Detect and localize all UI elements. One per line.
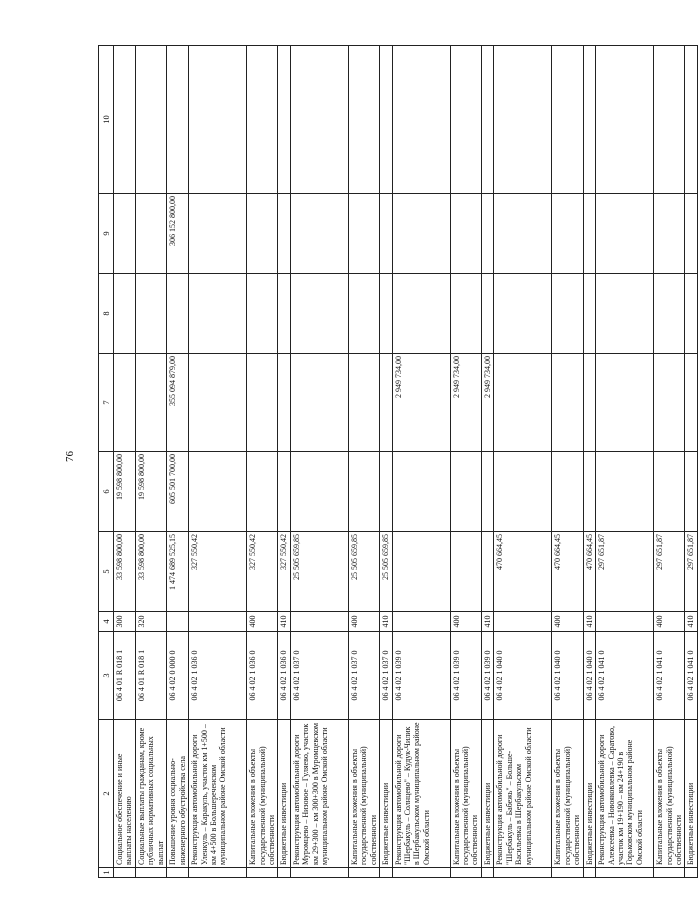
- column-number-row: [99, 46, 114, 878]
- row-amount-col7: 2 949 734,00: [450, 354, 481, 452]
- row-number-cell: [189, 868, 247, 878]
- table-row: [135, 46, 166, 878]
- column-header: 3: [99, 632, 114, 720]
- row-kvr: 410: [380, 612, 392, 632]
- table-row: [654, 46, 685, 878]
- row-code: 06 4 02 1 036 0: [247, 632, 278, 720]
- row-code: 06 4 02 0 000 0: [167, 632, 189, 720]
- table-row: [392, 46, 450, 878]
- page-number: 76: [64, 451, 76, 462]
- row-amount-col9: [552, 194, 583, 274]
- row-amount-col6: 19 598 800,00: [135, 452, 166, 532]
- row-amount-col7: 355 094 879,00: [167, 354, 189, 452]
- row-amount-col9: [380, 194, 392, 274]
- row-number-cell: [290, 868, 348, 878]
- row-amount-col9: [450, 194, 481, 274]
- row-amount-col9: [596, 194, 654, 274]
- row-code: 06 4 02 1 040 0: [494, 632, 552, 720]
- row-kvr: [167, 612, 189, 632]
- column-header: 9: [99, 194, 114, 274]
- row-code: 06 4 02 1 041 0: [654, 632, 685, 720]
- row-amount-col10: [348, 46, 379, 194]
- row-number-cell: [596, 868, 654, 878]
- row-amount-col8: [278, 274, 290, 354]
- row-amount-col8: [552, 274, 583, 354]
- row-amount-col10: [552, 46, 583, 194]
- row-kvr: [494, 612, 552, 632]
- row-amount-col8: [494, 274, 552, 354]
- row-amount-col10: [481, 46, 493, 194]
- row-name: Бюджетные инвестиции: [481, 720, 493, 868]
- row-amount-col5: 297 651,87: [596, 532, 654, 612]
- row-kvr: 410: [481, 612, 493, 632]
- row-number-cell: [135, 868, 166, 878]
- row-name: Бюджетные инвестиции: [380, 720, 392, 868]
- row-amount-col9: [278, 194, 290, 274]
- row-kvr: 320: [135, 612, 166, 632]
- row-amount-col9: [189, 194, 247, 274]
- row-amount-col7: [278, 354, 290, 452]
- row-amount-col10: [167, 46, 189, 194]
- row-amount-col8: [247, 274, 278, 354]
- row-code: 06 4 02 1 040 0: [583, 632, 595, 720]
- row-name: Социальное обеспечение и иные выплаты населению: [114, 720, 136, 868]
- row-amount-col8: [392, 274, 450, 354]
- row-amount-col6: [392, 452, 450, 532]
- row-amount-col6: [278, 452, 290, 532]
- row-amount-col10: [583, 46, 595, 194]
- row-amount-col6: [654, 452, 685, 532]
- row-amount-col6: [685, 452, 697, 532]
- row-amount-col5: [450, 532, 481, 612]
- row-amount-col7: [247, 354, 278, 452]
- rotated-table-block: [64, 46, 696, 878]
- row-kvr: 300: [114, 612, 136, 632]
- row-name: Капитальные вложения в объекты государственной (муниципальной) собственности: [348, 720, 379, 868]
- row-number-cell: [481, 868, 493, 878]
- row-amount-col5: 25 505 659,85: [380, 532, 392, 612]
- table-row: [247, 46, 278, 878]
- table-row: [596, 46, 654, 878]
- row-amount-col6: [552, 452, 583, 532]
- row-amount-col5: 470 664,45: [583, 532, 595, 612]
- row-amount-col9: [348, 194, 379, 274]
- row-kvr: 400: [552, 612, 583, 632]
- row-code: 06 4 02 1 040 0: [552, 632, 583, 720]
- row-amount-col7: [552, 354, 583, 452]
- row-name: Капитальные вложения в объекты государственной (муниципальной) собственности: [654, 720, 685, 868]
- row-amount-col6: [189, 452, 247, 532]
- row-code: 06 4 02 1 037 0: [348, 632, 379, 720]
- row-amount-col9: [481, 194, 493, 274]
- row-code: 06 4 02 1 039 0: [450, 632, 481, 720]
- row-amount-col8: [167, 274, 189, 354]
- row-amount-col7: 2 949 734,00: [392, 354, 450, 452]
- row-amount-col10: [247, 46, 278, 194]
- row-amount-col9: [392, 194, 450, 274]
- row-amount-col7: [494, 354, 552, 452]
- column-header: 5: [99, 532, 114, 612]
- row-amount-col8: [189, 274, 247, 354]
- row-number-cell: [494, 868, 552, 878]
- row-kvr: 400: [247, 612, 278, 632]
- row-amount-col5: [481, 532, 493, 612]
- row-number-cell: [348, 868, 379, 878]
- row-kvr: [189, 612, 247, 632]
- row-amount-col7: [290, 354, 348, 452]
- row-name: Реконструкция автомобильной дороги "Шербакуль – Бабежь" – Больше-Васильевка в Шербакульском муниципальном районе Омской области: [494, 720, 552, 868]
- row-amount-col8: [596, 274, 654, 354]
- row-amount-col5: 297 651,87: [685, 532, 697, 612]
- row-amount-col7: [189, 354, 247, 452]
- row-amount-col5: 327 550,42: [247, 532, 278, 612]
- row-amount-col9: [247, 194, 278, 274]
- row-name: Реконструкция автомобильной дороги "Шербакуль – Солнцево" – Кудук-Чилик в Шербакульском муниципальном районе Омской области: [392, 720, 450, 868]
- row-number-cell: [685, 868, 697, 878]
- row-amount-col9: [583, 194, 595, 274]
- row-code: 06 4 02 1 036 0: [278, 632, 290, 720]
- table-row: [450, 46, 481, 878]
- row-amount-col8: [654, 274, 685, 354]
- row-amount-col5: 1 474 689 525,15: [167, 532, 189, 612]
- row-amount-col7: [583, 354, 595, 452]
- row-amount-col10: [114, 46, 136, 194]
- row-amount-col7: [135, 354, 166, 452]
- row-amount-col8: [290, 274, 348, 354]
- row-amount-col7: [348, 354, 379, 452]
- row-amount-col9: [290, 194, 348, 274]
- row-number-cell: [552, 868, 583, 878]
- row-kvr: 410: [583, 612, 595, 632]
- row-code: 06 4 02 1 041 0: [685, 632, 697, 720]
- row-code: 06 4 02 1 037 0: [290, 632, 348, 720]
- row-amount-col9: [494, 194, 552, 274]
- row-amount-col5: 327 550,42: [278, 532, 290, 612]
- row-amount-col10: [392, 46, 450, 194]
- row-amount-col10: [596, 46, 654, 194]
- table-row: [481, 46, 493, 878]
- table-row: [114, 46, 136, 878]
- row-number-cell: [167, 868, 189, 878]
- row-amount-col5: 470 664,45: [494, 532, 552, 612]
- row-amount-col7: [114, 354, 136, 452]
- row-amount-col10: [494, 46, 552, 194]
- row-amount-col5: [392, 532, 450, 612]
- row-code: 06 4 01 R 018 1: [114, 632, 136, 720]
- table-row: [189, 46, 247, 878]
- row-amount-col9: [114, 194, 136, 274]
- row-name: Социальные выплаты гражданам, кроме публичных нормативных социальных выплат: [135, 720, 166, 868]
- row-amount-col5: 470 664,45: [552, 532, 583, 612]
- budget-table: [98, 45, 698, 878]
- column-header: 2: [99, 720, 114, 868]
- row-number-cell: [654, 868, 685, 878]
- row-amount-col5: 33 598 800,00: [135, 532, 166, 612]
- row-number-cell: [380, 868, 392, 878]
- row-amount-col9: [685, 194, 697, 274]
- row-amount-col5: 33 598 800,00: [114, 532, 136, 612]
- table-row: [685, 46, 697, 878]
- column-header: 1: [99, 868, 114, 878]
- row-code: 06 4 02 1 036 0: [189, 632, 247, 720]
- row-amount-col10: [685, 46, 697, 194]
- row-kvr: 410: [278, 612, 290, 632]
- row-number-cell: [114, 868, 136, 878]
- row-amount-col6: [583, 452, 595, 532]
- row-amount-col6: [494, 452, 552, 532]
- row-amount-col9: 306 152 800,00: [167, 194, 189, 274]
- row-amount-col8: [450, 274, 481, 354]
- row-amount-col5: 25 505 659,85: [290, 532, 348, 612]
- row-name: Бюджетные инвестиции: [685, 720, 697, 868]
- row-amount-col6: [247, 452, 278, 532]
- column-header: 4: [99, 612, 114, 632]
- row-code: 06 4 01 R 018 1: [135, 632, 166, 720]
- row-amount-col8: [380, 274, 392, 354]
- row-number-cell: [583, 868, 595, 878]
- row-code: 06 4 02 1 039 0: [392, 632, 450, 720]
- column-header: 6: [99, 452, 114, 532]
- row-amount-col10: [380, 46, 392, 194]
- table-row: [167, 46, 189, 878]
- row-amount-col10: [278, 46, 290, 194]
- row-amount-col6: [450, 452, 481, 532]
- row-number-cell: [392, 868, 450, 878]
- row-name: Реконструкция автомобильной дороги Уленкуль – Каракуль, участок км 1+500 – км 4+500 в Большереченском муниципальном районе Омской области: [189, 720, 247, 868]
- row-name: Капитальные вложения в объекты государственной (муниципальной) собственности: [552, 720, 583, 868]
- row-kvr: [596, 612, 654, 632]
- row-amount-col8: [114, 274, 136, 354]
- row-amount-col10: [654, 46, 685, 194]
- row-amount-col8: [481, 274, 493, 354]
- row-kvr: 410: [685, 612, 697, 632]
- row-amount-col7: 2 949 734,00: [481, 354, 493, 452]
- row-amount-col7: [596, 354, 654, 452]
- row-name: Реконструкция автомобильной дороги Муромцево – Низовое – Гуляево, участок км 29+300 – км 300+300 в Муромцевском муниципальном районе Омской области: [290, 720, 348, 868]
- column-header: 8: [99, 274, 114, 354]
- row-code: 06 4 02 1 041 0: [596, 632, 654, 720]
- row-amount-col7: [380, 354, 392, 452]
- table-row: [380, 46, 392, 878]
- table-row: [348, 46, 379, 878]
- row-amount-col9: [654, 194, 685, 274]
- row-amount-col9: [135, 194, 166, 274]
- row-amount-col6: [596, 452, 654, 532]
- row-name: Реконструкция автомобильной дороги Алексеевка – Новояковлевка – Саратово, участок км 19+190 – км 24+190 в Горьковском муниципальном районе Омской области: [596, 720, 654, 868]
- table-row: [494, 46, 552, 878]
- row-amount-col8: [583, 274, 595, 354]
- row-amount-col6: [380, 452, 392, 532]
- row-amount-col6: [290, 452, 348, 532]
- row-amount-col7: [685, 354, 697, 452]
- row-amount-col10: [450, 46, 481, 194]
- row-amount-col6: [481, 452, 493, 532]
- row-kvr: [392, 612, 450, 632]
- table-row: [290, 46, 348, 878]
- row-name: Капитальные вложения в объекты государственной (муниципальной) собственности: [450, 720, 481, 868]
- row-name: Повышение уровня социально-инженерного обустройства села: [167, 720, 189, 868]
- row-amount-col8: [348, 274, 379, 354]
- row-amount-col5: 327 550,42: [189, 532, 247, 612]
- row-name: Бюджетные инвестиции: [278, 720, 290, 868]
- row-kvr: 400: [654, 612, 685, 632]
- row-amount-col6: 19 598 800,00: [114, 452, 136, 532]
- row-kvr: [290, 612, 348, 632]
- row-amount-col8: [135, 274, 166, 354]
- row-amount-col10: [135, 46, 166, 194]
- row-code: 06 4 02 1 037 0: [380, 632, 392, 720]
- row-number-cell: [450, 868, 481, 878]
- row-amount-col10: [189, 46, 247, 194]
- row-amount-col5: 297 651,87: [654, 532, 685, 612]
- row-code: 06 4 02 1 039 0: [481, 632, 493, 720]
- row-amount-col8: [685, 274, 697, 354]
- table-row: [552, 46, 583, 878]
- row-amount-col6: [348, 452, 379, 532]
- row-name: Капитальные вложения в объекты государственной (муниципальной) собственности: [247, 720, 278, 868]
- row-amount-col5: 25 505 659,85: [348, 532, 379, 612]
- row-amount-col7: [654, 354, 685, 452]
- table-row: [278, 46, 290, 878]
- row-kvr: 400: [348, 612, 379, 632]
- row-name: Бюджетные инвестиции: [583, 720, 595, 868]
- row-number-cell: [278, 868, 290, 878]
- row-number-cell: [247, 868, 278, 878]
- row-kvr: 400: [450, 612, 481, 632]
- row-amount-col10: [290, 46, 348, 194]
- column-header: 10: [99, 46, 114, 194]
- column-header: 7: [99, 354, 114, 452]
- table-row: [583, 46, 595, 878]
- row-amount-col6: 605 501 700,00: [167, 452, 189, 532]
